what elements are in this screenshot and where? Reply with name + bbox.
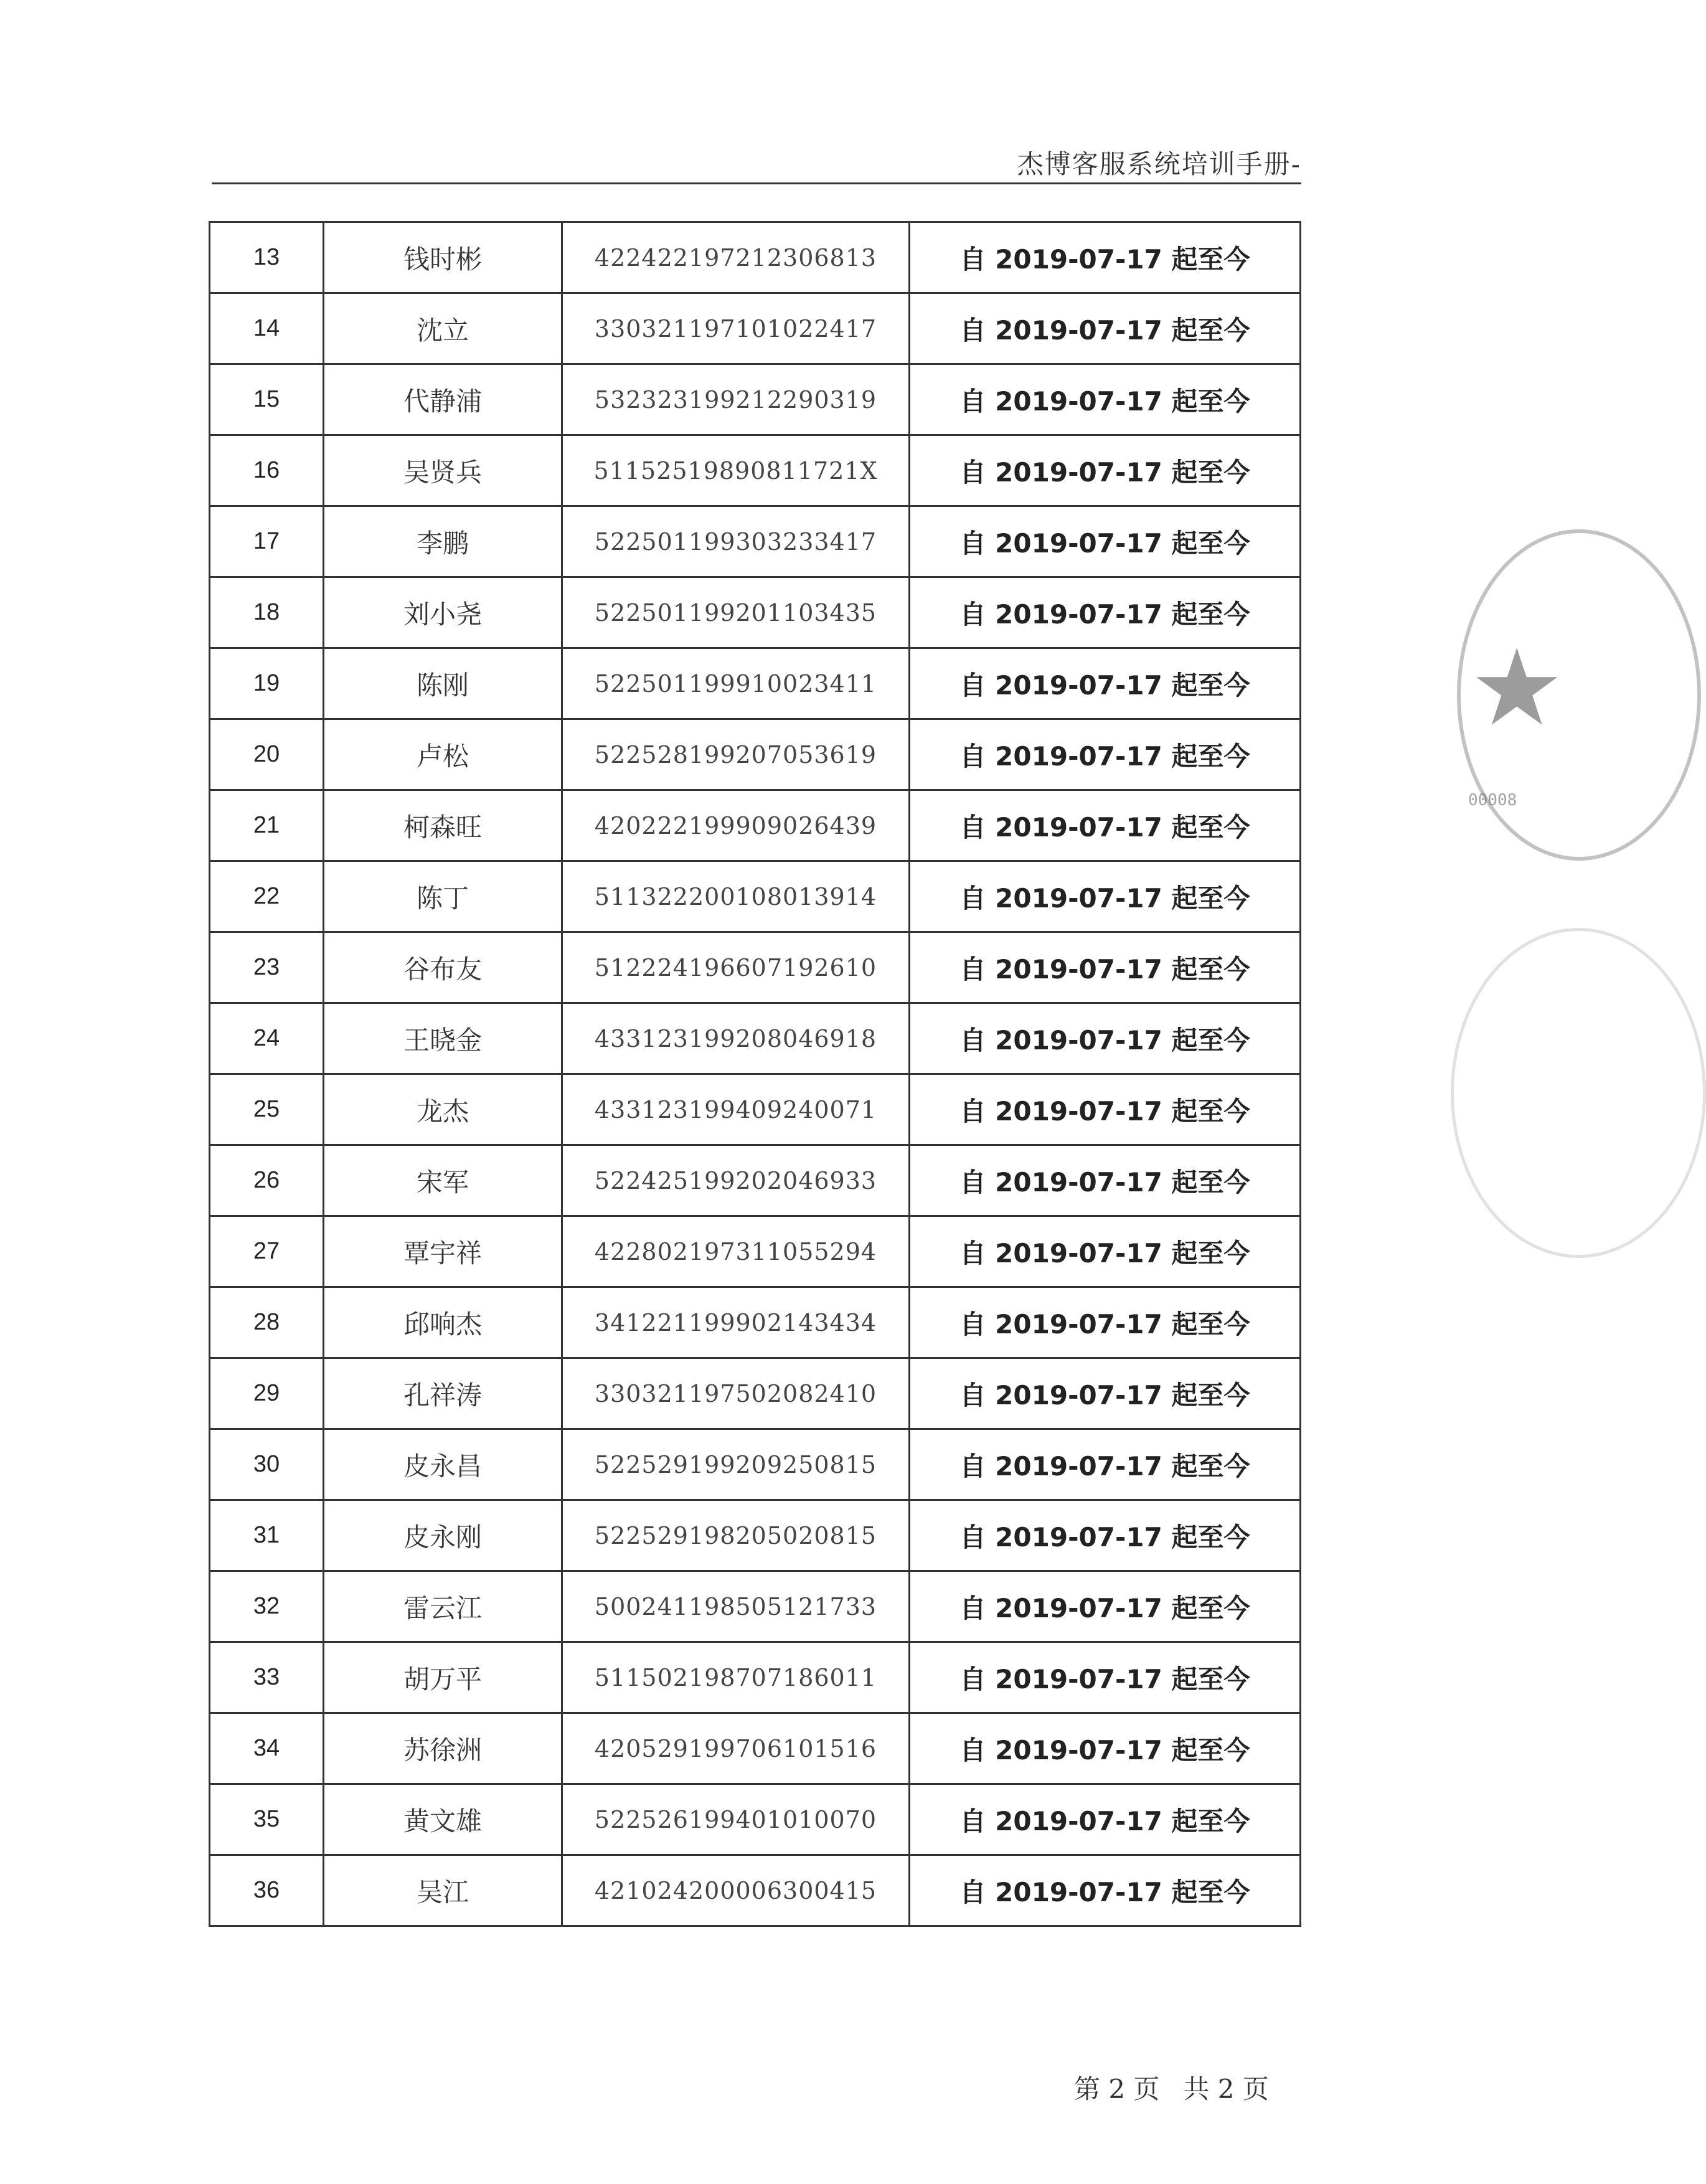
official-stamp <box>1457 529 1565 853</box>
employment-period: 自 2019-07-17 起至今 <box>910 861 1301 932</box>
table-row <box>210 222 1301 293</box>
table-row <box>210 506 1301 577</box>
id-number: 420529199706101516 <box>562 1713 910 1784</box>
id-number: 522526199401010070 <box>562 1784 910 1855</box>
employment-period: 自 2019-07-17 起至今 <box>910 1358 1301 1429</box>
id-number: 420222199909026439 <box>562 790 910 861</box>
table-row <box>210 1287 1301 1358</box>
person-name: 陈刚 <box>324 648 562 719</box>
person-name: 皮永昌 <box>324 1429 562 1500</box>
person-name: 胡万平 <box>324 1642 562 1713</box>
id-number: 330321197502082410 <box>562 1358 910 1429</box>
row-number: 21 <box>210 790 324 861</box>
employment-period: 自 2019-07-17 起至今 <box>910 932 1301 1003</box>
employment-period: 自 2019-07-17 起至今 <box>910 1429 1301 1500</box>
person-name: 谷布友 <box>324 932 562 1003</box>
row-number: 18 <box>210 577 324 648</box>
person-name: 代静浦 <box>324 364 562 435</box>
id-number: 421024200006300415 <box>562 1855 910 1926</box>
table-row <box>210 1074 1301 1145</box>
person-name: 孔祥涛 <box>324 1358 562 1429</box>
id-number: 522501199201103435 <box>562 577 910 648</box>
employment-period: 自 2019-07-17 起至今 <box>910 1003 1301 1074</box>
employment-period: 自 2019-07-17 起至今 <box>910 790 1301 861</box>
person-name: 卢松 <box>324 719 562 790</box>
employment-period: 自 2019-07-17 起至今 <box>910 577 1301 648</box>
id-number: 511502198707186011 <box>562 1642 910 1713</box>
id-number: 522501199910023411 <box>562 648 910 719</box>
employment-period: 自 2019-07-17 起至今 <box>910 1642 1301 1713</box>
person-name: 宋军 <box>324 1145 562 1216</box>
person-name: 吴江 <box>324 1855 562 1926</box>
page-header <box>212 140 1301 184</box>
row-number: 13 <box>210 222 324 293</box>
table-row <box>210 1642 1301 1713</box>
employment-period: 自 2019-07-17 起至今 <box>910 1784 1301 1855</box>
id-number: 511322200108013914 <box>562 861 910 932</box>
id-number: 532323199212290319 <box>562 364 910 435</box>
person-name: 柯森旺 <box>324 790 562 861</box>
employment-period: 自 2019-07-17 起至今 <box>910 293 1301 364</box>
person-name: 覃宇祥 <box>324 1216 562 1287</box>
employment-period: 自 2019-07-17 起至今 <box>910 222 1301 293</box>
row-number: 32 <box>210 1571 324 1642</box>
person-name: 吴贤兵 <box>324 435 562 506</box>
table-row <box>210 364 1301 435</box>
table-row <box>210 1571 1301 1642</box>
row-number: 16 <box>210 435 324 506</box>
table-row <box>210 1713 1301 1784</box>
row-number: 24 <box>210 1003 324 1074</box>
table-row <box>210 719 1301 790</box>
employment-period: 自 2019-07-17 起至今 <box>910 506 1301 577</box>
faint-stamp-ring <box>1451 928 1706 1258</box>
employment-period: 自 2019-07-17 起至今 <box>910 435 1301 506</box>
personnel-table <box>209 221 1301 1927</box>
employment-period: 自 2019-07-17 起至今 <box>910 1500 1301 1571</box>
row-number: 31 <box>210 1500 324 1571</box>
person-name: 刘小尧 <box>324 577 562 648</box>
row-number: 14 <box>210 293 324 364</box>
row-number: 26 <box>210 1145 324 1216</box>
id-number: 522529198205020815 <box>562 1500 910 1571</box>
star-icon: ★ <box>1469 626 1565 750</box>
id-number: 522528199207053619 <box>562 719 910 790</box>
row-number: 22 <box>210 861 324 932</box>
row-number: 36 <box>210 1855 324 1926</box>
row-number: 35 <box>210 1784 324 1855</box>
person-name: 李鹏 <box>324 506 562 577</box>
page-footer <box>1074 2069 1269 2106</box>
employment-period: 自 2019-07-17 起至今 <box>910 364 1301 435</box>
id-number: 51152519890811721X <box>562 435 910 506</box>
personnel-table-body <box>210 222 1301 1926</box>
person-name: 苏徐洲 <box>324 1713 562 1784</box>
employment-period: 自 2019-07-17 起至今 <box>910 1287 1301 1358</box>
table-row <box>210 1358 1301 1429</box>
table-row <box>210 648 1301 719</box>
table-row <box>210 790 1301 861</box>
row-number: 23 <box>210 932 324 1003</box>
total-page-count: 共 2 页 <box>1183 2074 1269 2104</box>
person-name: 沈立 <box>324 293 562 364</box>
id-number: 500241198505121733 <box>562 1571 910 1642</box>
table-row <box>210 1216 1301 1287</box>
faint-stamp <box>1451 928 1544 1252</box>
table-row <box>210 861 1301 932</box>
employment-period: 自 2019-07-17 起至今 <box>910 648 1301 719</box>
table-row <box>210 293 1301 364</box>
person-name: 陈丁 <box>324 861 562 932</box>
person-name: 邱响杰 <box>324 1287 562 1358</box>
employment-period: 自 2019-07-17 起至今 <box>910 1145 1301 1216</box>
table-row <box>210 1003 1301 1074</box>
row-number: 25 <box>210 1074 324 1145</box>
table-row <box>210 1145 1301 1216</box>
row-number: 34 <box>210 1713 324 1784</box>
table-row <box>210 577 1301 648</box>
row-number: 30 <box>210 1429 324 1500</box>
id-number: 522425199202046933 <box>562 1145 910 1216</box>
person-name: 黄文雄 <box>324 1784 562 1855</box>
employment-period: 自 2019-07-17 起至今 <box>910 1571 1301 1642</box>
row-number: 28 <box>210 1287 324 1358</box>
employment-period: 自 2019-07-17 起至今 <box>910 1074 1301 1145</box>
current-page-number: 第 2 页 <box>1074 2074 1160 2104</box>
table-row <box>210 932 1301 1003</box>
table-row <box>210 435 1301 506</box>
id-number: 422802197311055294 <box>562 1216 910 1287</box>
person-name: 王晓金 <box>324 1003 562 1074</box>
table-row <box>210 1500 1301 1571</box>
row-number: 19 <box>210 648 324 719</box>
id-number: 512224196607192610 <box>562 932 910 1003</box>
person-name: 钱时彬 <box>324 222 562 293</box>
id-number: 341221199902143434 <box>562 1287 910 1358</box>
row-number: 27 <box>210 1216 324 1287</box>
person-name: 皮永刚 <box>324 1500 562 1571</box>
row-number: 17 <box>210 506 324 577</box>
person-name: 雷云江 <box>324 1571 562 1642</box>
stamp-number: 00008 <box>1468 791 1517 810</box>
row-number: 15 <box>210 364 324 435</box>
id-number: 330321197101022417 <box>562 293 910 364</box>
id-number: 522501199303233417 <box>562 506 910 577</box>
row-number: 29 <box>210 1358 324 1429</box>
table-row <box>210 1429 1301 1500</box>
id-number: 522529199209250815 <box>562 1429 910 1500</box>
person-name: 龙杰 <box>324 1074 562 1145</box>
id-number: 422422197212306813 <box>562 222 910 293</box>
row-number: 33 <box>210 1642 324 1713</box>
employment-period: 自 2019-07-17 起至今 <box>910 719 1301 790</box>
table-row <box>210 1784 1301 1855</box>
id-number: 433123199208046918 <box>562 1003 910 1074</box>
employment-period: 自 2019-07-17 起至今 <box>910 1713 1301 1784</box>
id-number: 433123199409240071 <box>562 1074 910 1145</box>
document-title: 杰博客服系统培训手册- <box>1017 149 1301 179</box>
employment-period: 自 2019-07-17 起至今 <box>910 1216 1301 1287</box>
employment-period: 自 2019-07-17 起至今 <box>910 1855 1301 1926</box>
row-number: 20 <box>210 719 324 790</box>
table-row <box>210 1855 1301 1926</box>
